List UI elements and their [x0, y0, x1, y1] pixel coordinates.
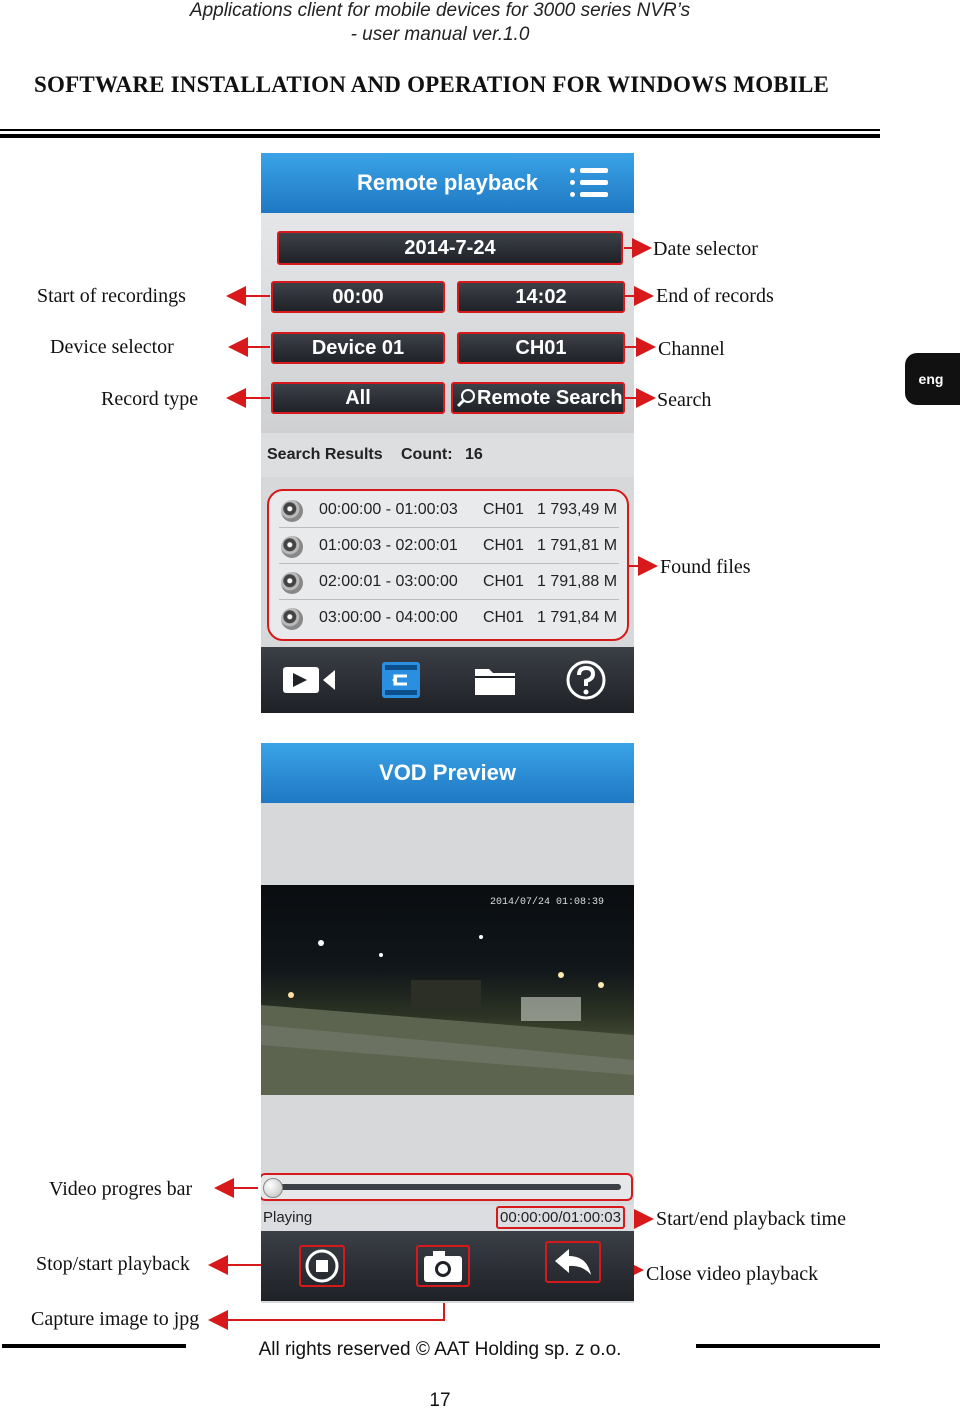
playback-control-bar	[261, 1231, 634, 1301]
video-scene-image	[261, 885, 634, 1095]
record-type-button[interactable]: All	[271, 382, 445, 414]
label-end-of-records: End of records	[656, 285, 774, 307]
label-channel: Channel	[658, 338, 725, 360]
file-size: 1 793,49 M	[537, 501, 618, 518]
vod-preview-titlebar	[261, 743, 634, 803]
video-frame[interactable]	[261, 885, 634, 1095]
playback-status-bar	[261, 1205, 634, 1231]
label-stop-start: Stop/start playback	[36, 1253, 190, 1275]
label-device-selector: Device selector	[50, 336, 174, 358]
file-channel: CH01	[483, 573, 524, 590]
label-capture-image: Capture image to jpg	[31, 1308, 200, 1330]
vod-preview-title: VOD Preview	[379, 760, 516, 785]
video-timestamp: 2014/07/24 01:08:39	[489, 897, 604, 908]
count-label: Count:	[401, 446, 453, 463]
progress-track	[271, 1184, 621, 1190]
page-number: 17	[429, 1390, 451, 1411]
device-selector-button[interactable]: Device 01	[271, 332, 445, 364]
label-record-type: Record type	[101, 388, 199, 410]
label-date-selector: Date selector	[653, 238, 758, 260]
playback-time-display: 00:00:00/01:00:03	[496, 1206, 625, 1229]
label-close-playback: Close video playback	[646, 1263, 819, 1285]
search-results-label: Search Results	[267, 446, 383, 463]
label-found-files: Found files	[660, 556, 751, 578]
stop-icon	[301, 1247, 343, 1285]
remote-playback-title: Remote playback	[357, 170, 538, 195]
back-arrow-icon	[547, 1243, 599, 1281]
file-channel: CH01	[483, 501, 524, 518]
count-value: 16	[465, 446, 483, 463]
file-time-range: 01:00:03 - 02:00:01	[319, 537, 458, 554]
camera-capture-icon	[418, 1247, 468, 1285]
video-progress-bar[interactable]	[261, 1173, 633, 1201]
file-channel: CH01	[483, 609, 524, 626]
label-playback-time: Start/end playback time	[656, 1208, 846, 1230]
label-search: Search	[657, 389, 712, 411]
vod-preview-screen	[261, 743, 634, 1303]
progress-knob[interactable]	[263, 1178, 283, 1198]
doc-header-line1: Applications client for mobile devices for 3000 series NVR’s	[189, 0, 691, 21]
file-time-range: 03:00:00 - 04:00:00	[319, 609, 458, 626]
start-time-button[interactable]: 00:00	[271, 281, 445, 313]
file-time-range: 02:00:01 - 03:00:00	[319, 573, 458, 590]
channel-selector-button[interactable]: CH01	[457, 332, 625, 364]
file-channel: CH01	[483, 537, 524, 554]
date-selector-button[interactable]: 2014-7-24	[277, 231, 623, 265]
label-start-of-recordings: Start of recordings	[37, 285, 186, 307]
end-time-button[interactable]: 14:02	[457, 281, 625, 313]
file-time-range: 00:00:00 - 01:00:03	[319, 501, 458, 518]
playback-status: Playing	[263, 1209, 313, 1226]
remote-search-label: Remote Search	[477, 386, 623, 409]
file-size: 1 791,81 M	[537, 537, 618, 554]
section-title: SOFTWARE INSTALLATION AND OPERATION FOR WINDOWS MOBILE	[34, 72, 830, 97]
file-size: 1 791,88 M	[537, 573, 618, 590]
capture-image-button[interactable]	[416, 1245, 470, 1287]
doc-header-line2: - user manual ver.1.0	[350, 24, 530, 45]
close-playback-button[interactable]	[545, 1241, 601, 1283]
language-tab: eng	[905, 353, 960, 405]
footer-rights: All rights reserved © AAT Holding sp. z o.o.	[258, 1339, 622, 1360]
stop-start-button[interactable]	[299, 1245, 345, 1287]
label-progress-bar: Video progres bar	[49, 1178, 193, 1200]
file-size: 1 791,84 M	[537, 609, 618, 626]
